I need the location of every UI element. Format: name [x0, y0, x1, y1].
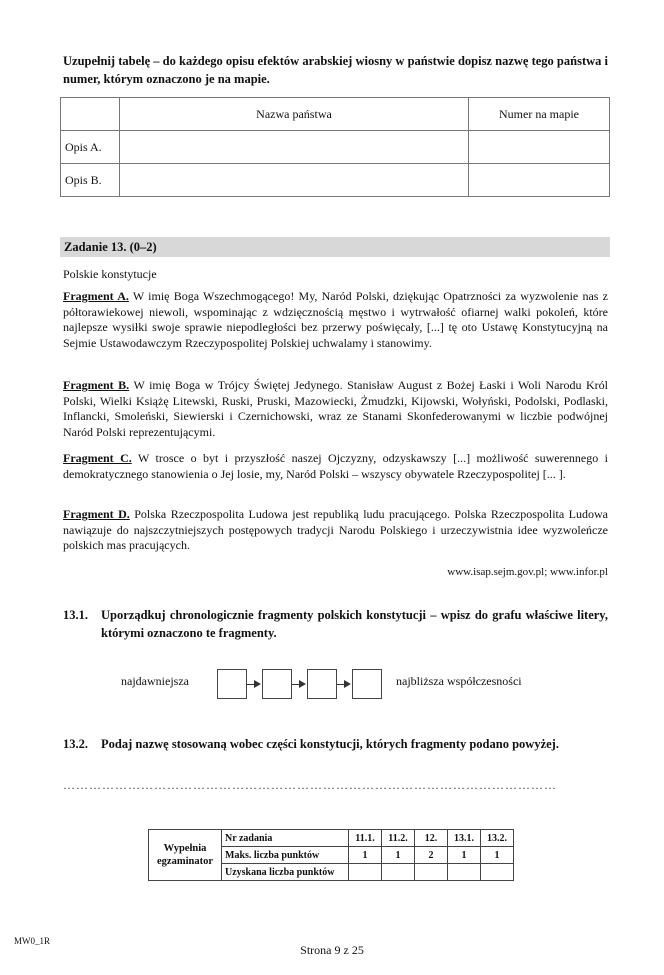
fragment-text: W imię Boga w Trójcy Świętej Jedynego. Stanisław August z Bożej Łaski i Woli Narodu Król Polski, Wielki Książę Litewski, Ruski, Pruski, Mazowiecki, Żmudzki, Kijowski, Wołyński, Podolski, Podlaski, Inflancki, Smoleński, Siewierski i Czernichowski, wraz ze Stanami Skonfederowanymi w liczbie podwójnej Naród Polski reprezentującymi. [63, 378, 608, 439]
question-text: Podaj nazwę stosowaną wobec części konstytucji, których fragmenty podano powyżej. [101, 737, 559, 751]
graph-right-label: najbliższa współczesności [396, 674, 522, 688]
fragment-text: W trosce o byt i przyszłość naszej Ojczyzny, odzyskawszy [...] możliwość suwerennego i demokratycznego stanowienia o Jej losie, my, Naród Polski – wszyscy obywatele Rzeczypospolitej [... ]. [63, 451, 608, 481]
country-answer-field[interactable] [120, 164, 469, 197]
question-13-1 [63, 606, 608, 642]
score-row-label: Maks. liczba punktów [222, 847, 349, 864]
fragment-label: Fragment C. [63, 451, 132, 465]
task-number: 12. [415, 830, 448, 847]
question-text: Uporządkuj chronologicznie fragmenty polskich konstytucji – wpisz do grafu właściwe litery, którymi oznaczono te fragmenty. [101, 608, 608, 640]
number-answer-field[interactable] [469, 131, 610, 164]
graph-box-4[interactable] [352, 669, 382, 699]
fragment-c [63, 451, 608, 482]
arrow-right-icon [254, 680, 261, 688]
max-points: 1 [481, 847, 514, 864]
exam-code: MW0_1R [14, 936, 50, 946]
fragment-d [63, 507, 608, 554]
task-title-bar: Zadanie 13. (0–2) [60, 237, 610, 257]
obtained-points-field[interactable] [349, 864, 382, 881]
answer-table [60, 97, 610, 197]
score-row-label: Nr zadania [222, 830, 349, 847]
header-country: Nazwa państwa [120, 98, 469, 131]
arrow-right-icon [344, 680, 351, 688]
task-number: 11.1. [349, 830, 382, 847]
answer-line[interactable]: …………………………………………………………………………………………………… [63, 778, 557, 792]
fragment-label: Fragment A. [63, 289, 129, 303]
score-row-label: Uzyskana liczba punktów [222, 864, 349, 881]
obtained-points-field[interactable] [415, 864, 448, 881]
max-points: 1 [448, 847, 481, 864]
graph-box-3[interactable] [307, 669, 337, 699]
obtained-points-field[interactable] [382, 864, 415, 881]
row-label: Opis A. [61, 131, 120, 164]
max-points: 1 [349, 847, 382, 864]
fragment-label: Fragment D. [63, 507, 130, 521]
table-instruction: Uzupełnij tabelę – do każdego opisu efektów arabskiej wiosny w państwie dopisz nazwę tego państwa i numer, którym oznaczono je na mapie. [63, 54, 608, 86]
score-table [148, 829, 514, 881]
task-number: 13.1. [448, 830, 481, 847]
table-header-row [61, 98, 610, 131]
fragment-label: Fragment B. [63, 378, 130, 392]
table-row [61, 164, 610, 197]
graph-box-2[interactable] [262, 669, 292, 699]
question-number: 13.1. [63, 608, 88, 622]
fragment-text: Polska Rzeczpospolita Ludowa jest republiką ludu pracującego. Polska Rzeczpospolita Ludowa nawiązuje do najszczytniejszych postępowych tradycji Narodu Polskiego i urzeczywistnia idee wyzwoleńcze polskich mas pracujących. [63, 507, 608, 552]
max-points: 1 [382, 847, 415, 864]
question-number: 13.2. [63, 737, 88, 751]
arrow-right-icon [299, 680, 306, 688]
country-answer-field[interactable] [120, 131, 469, 164]
source-line: www.isap.sejm.gov.pl; www.infor.pl [447, 566, 608, 578]
table-row [61, 131, 610, 164]
task-number: 11.2. [382, 830, 415, 847]
score-side-label: Wypełnia egzaminator [149, 830, 222, 881]
header-map-number: Numer na mapie [469, 98, 610, 131]
number-answer-field[interactable] [469, 164, 610, 197]
page-number: Strona 9 z 25 [300, 943, 364, 957]
row-label: Opis B. [61, 164, 120, 197]
fragment-a [63, 289, 608, 351]
task-subtitle: Polskie konstytucje [63, 267, 157, 281]
max-points: 2 [415, 847, 448, 864]
obtained-points-field[interactable] [448, 864, 481, 881]
header-empty-cell [61, 98, 120, 131]
fragment-text: W imię Boga Wszechmogącego! My, Naród Polski, dziękując Opatrzności za wyzwolenie nas z półtorawiekowej niewoli, wspominając z wdzięcznością męstwo i wytrwałość ofiarnej walki pokoleń, które najlepsze wysiłki swoje sprawie niepodległości bez przerwy poświęcały, [...] tę oto Ustawę Konstytucyjną na Sejmie Ustawodawczym Rzeczypospolitej Polskiej uchwalamy i stanowimy. [63, 289, 609, 350]
graph-box-1[interactable] [217, 669, 247, 699]
graph-left-label: najdawniejsza [121, 674, 189, 688]
fragment-b [63, 378, 608, 440]
obtained-points-field[interactable] [481, 864, 514, 881]
score-row-tasks [149, 830, 514, 847]
question-13-2 [63, 735, 608, 753]
task-number: 13.2. [481, 830, 514, 847]
